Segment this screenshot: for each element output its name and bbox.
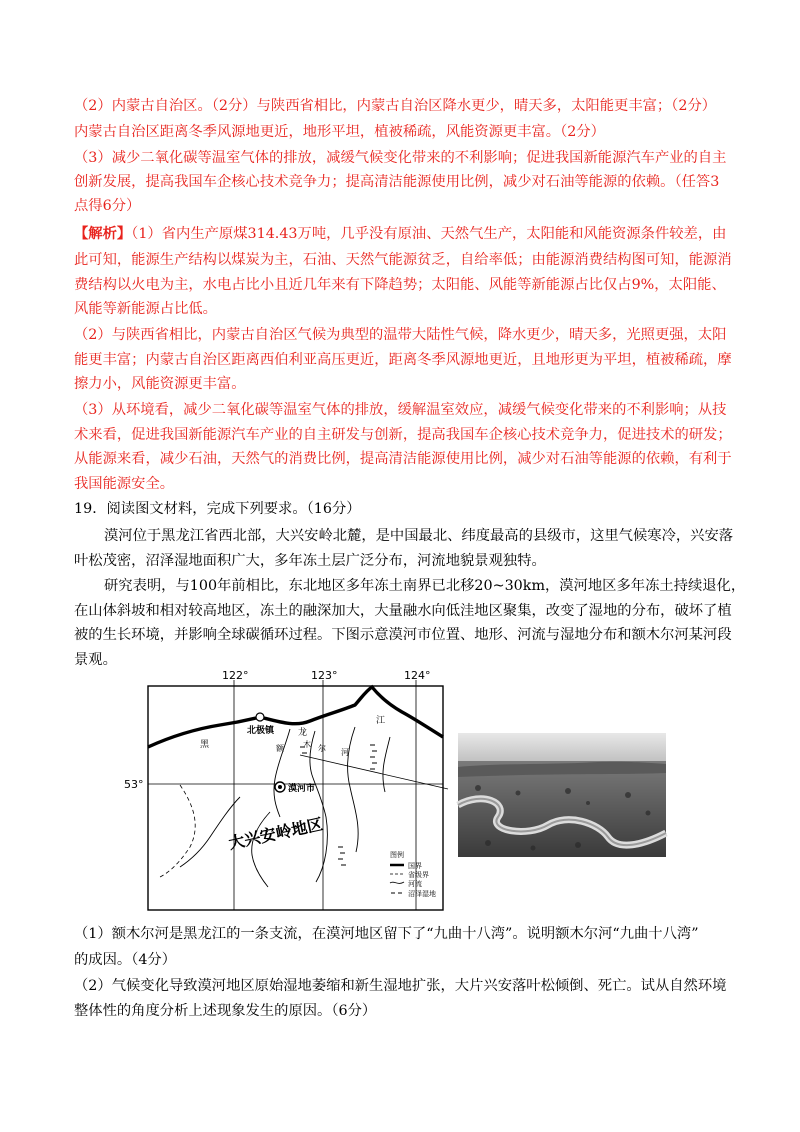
question-19-2-line-2: 整体性的角度分析上述现象发生的原因。（6分） bbox=[74, 1003, 377, 1019]
map-frame bbox=[148, 686, 443, 910]
analysis-1-line-2: 此可知，能源生产结构以煤炭为主，石油、天然气能源贫乏，自给率低；由能源消费结构图可知，能源消 bbox=[74, 252, 732, 268]
mohe-map bbox=[124, 667, 450, 912]
lon-123-label: 123° bbox=[311, 669, 338, 682]
emur-char-4: 河 bbox=[341, 748, 349, 757]
beiji-town-marker bbox=[256, 713, 264, 721]
answer-3-line-1: （3）减少二氧化碳等温室气体的排放，减缓气候变化带来的不利影响；促进我国新能源汽车产业的自主 bbox=[74, 150, 727, 166]
material-2-line-4: 景观。 bbox=[74, 652, 117, 668]
heilongjiang-char-3: 江 bbox=[376, 716, 386, 726]
analysis-3-line-4: 我国能源安全。 bbox=[74, 476, 175, 492]
analysis-2-line-1: （2）与陕西省相比，内蒙古自治区气候为典型的温带大陆性气候，降水更少，晴天多，光照更强，太阳 bbox=[74, 327, 727, 343]
river-meander-photo bbox=[458, 733, 666, 857]
analysis-1-line-1 bbox=[74, 224, 726, 244]
answer-2-line-1: （2）内蒙古自治区。（2分）与陕西省相比，内蒙古自治区降水更少，晴天多，太阳能更丰富；（2分） bbox=[74, 98, 717, 114]
legend-item-border: 国界 bbox=[408, 862, 422, 870]
analysis-1-line-3: 费结构以火电为主，水电占比小且近几年来有下降趋势；太阳能、风能等新能源占比仅占9%，太阳能、 bbox=[74, 277, 726, 293]
analysis-2-line-3: 擦力小，风能资源更丰富。 bbox=[74, 376, 246, 392]
answer-2-line-2: 内蒙古自治区距离冬季风源地更近，地形平坦，植被稀疏，风能资源更丰富。（2分） bbox=[74, 124, 605, 140]
analysis-3-line-2: 术来看，促进我国新能源汽车产业的自主研发与创新，提高我国车企核心技术竞争力，促进技术的研发； bbox=[74, 427, 732, 443]
heilongjiang-char-1: 黑 bbox=[200, 740, 210, 750]
analysis-3-line-1: （3）从环境看，减少二氧化碳等温室气体的排放，缓解温室效应，减缓气候变化带来的不利影响；从技 bbox=[74, 402, 727, 418]
question-19-2-line-1: （2）气候变化导致漠河地区原始湿地萎缩和新生湿地扩张，大片兴安落叶松倾倒、死亡。试从自然环境 bbox=[74, 978, 727, 994]
material-2-line-1: 研究表明，与100年前相比，东北地区多年冻土南界已北移20~30km，漠河地区多年冻土持续退化， bbox=[104, 578, 746, 594]
analysis-tag: 【解析】 bbox=[74, 226, 132, 242]
emur-char-3: 尔 bbox=[318, 744, 326, 753]
beiji-town-label: 北极镇 bbox=[247, 726, 275, 736]
question-19-heading: 19．阅读图文材料，完成下列要求。（16分） bbox=[74, 501, 361, 517]
legend-item-provincial: 省级界 bbox=[408, 871, 429, 879]
question-19-1-line-2: 的成因。（4分） bbox=[74, 952, 177, 968]
map-svg bbox=[124, 667, 450, 912]
mohe-city-label: 漠河市 bbox=[288, 784, 316, 794]
analysis-2-line-2: 能更丰富；内蒙古自治区距离西伯利亚高压更近，距离冬季风源地更近，且地形更为平坦，植被稀疏，摩 bbox=[74, 352, 732, 368]
emur-char-1: 额 bbox=[276, 744, 284, 753]
legend-item-river: 河流 bbox=[408, 880, 422, 888]
legend-item-wetland: 沼泽湿地 bbox=[408, 890, 436, 898]
legend-title: 图例 bbox=[390, 851, 404, 859]
lon-122-label: 122° bbox=[222, 669, 249, 682]
answer-3-line-2: 创新发展，提高我国车企核心技术竞争力；提高清洁能源使用比例，减少对石油等能源的依赖。（任答3 bbox=[74, 174, 720, 190]
photo-svg bbox=[458, 733, 666, 857]
heilongjiang-char-2: 龙 bbox=[298, 728, 308, 738]
answer-3-line-3: 点得6分） bbox=[74, 198, 141, 214]
analysis-1-line-4: 风能等新能源占比低。 bbox=[74, 301, 217, 317]
material-1-line-2: 叶松茂密，沼泽湿地面积广大，多年冻土层广泛分布，河流地貌景观独特。 bbox=[74, 553, 546, 569]
material-2-line-2: 在山体斜坡和相对较高地区，冻土的融深加大，大量融水向低洼地区聚集，改变了湿地的分布，破坏了植 bbox=[74, 603, 732, 619]
material-2-line-3: 被的生长环境，并影响全球碳循环过程。下图示意漠河市位置、地形、河流与湿地分布和额木尔河某河段 bbox=[74, 627, 732, 643]
lon-124-label: 124° bbox=[404, 669, 431, 682]
question-19-1-line-1: （1）额木尔河是黑龙江的一条支流，在漠河地区留下了“九曲十八湾”。说明额木尔河“九曲十八湾” bbox=[74, 926, 699, 942]
region-label: 大兴安岭地区 bbox=[226, 814, 325, 853]
analysis-3-line-3: 从能源来看，减少石油，天然气的消费比例，提高清洁能源使用比例，减少对石油等能源的依赖，有利于 bbox=[74, 451, 732, 467]
analysis-1-text: （1）省内生产原煤314.43万吨，几乎没有原油、天然气生产，太阳能和风能资源条件较差，由 bbox=[131, 226, 727, 242]
lat-53-label: 53° bbox=[124, 778, 144, 791]
emur-char-2: 木 bbox=[303, 740, 311, 749]
material-1-line-1: 漠河位于黑龙江省西北部，大兴安岭北麓，是中国最北、纬度最高的县级市，这里气候寒冷，兴安落 bbox=[104, 528, 734, 544]
